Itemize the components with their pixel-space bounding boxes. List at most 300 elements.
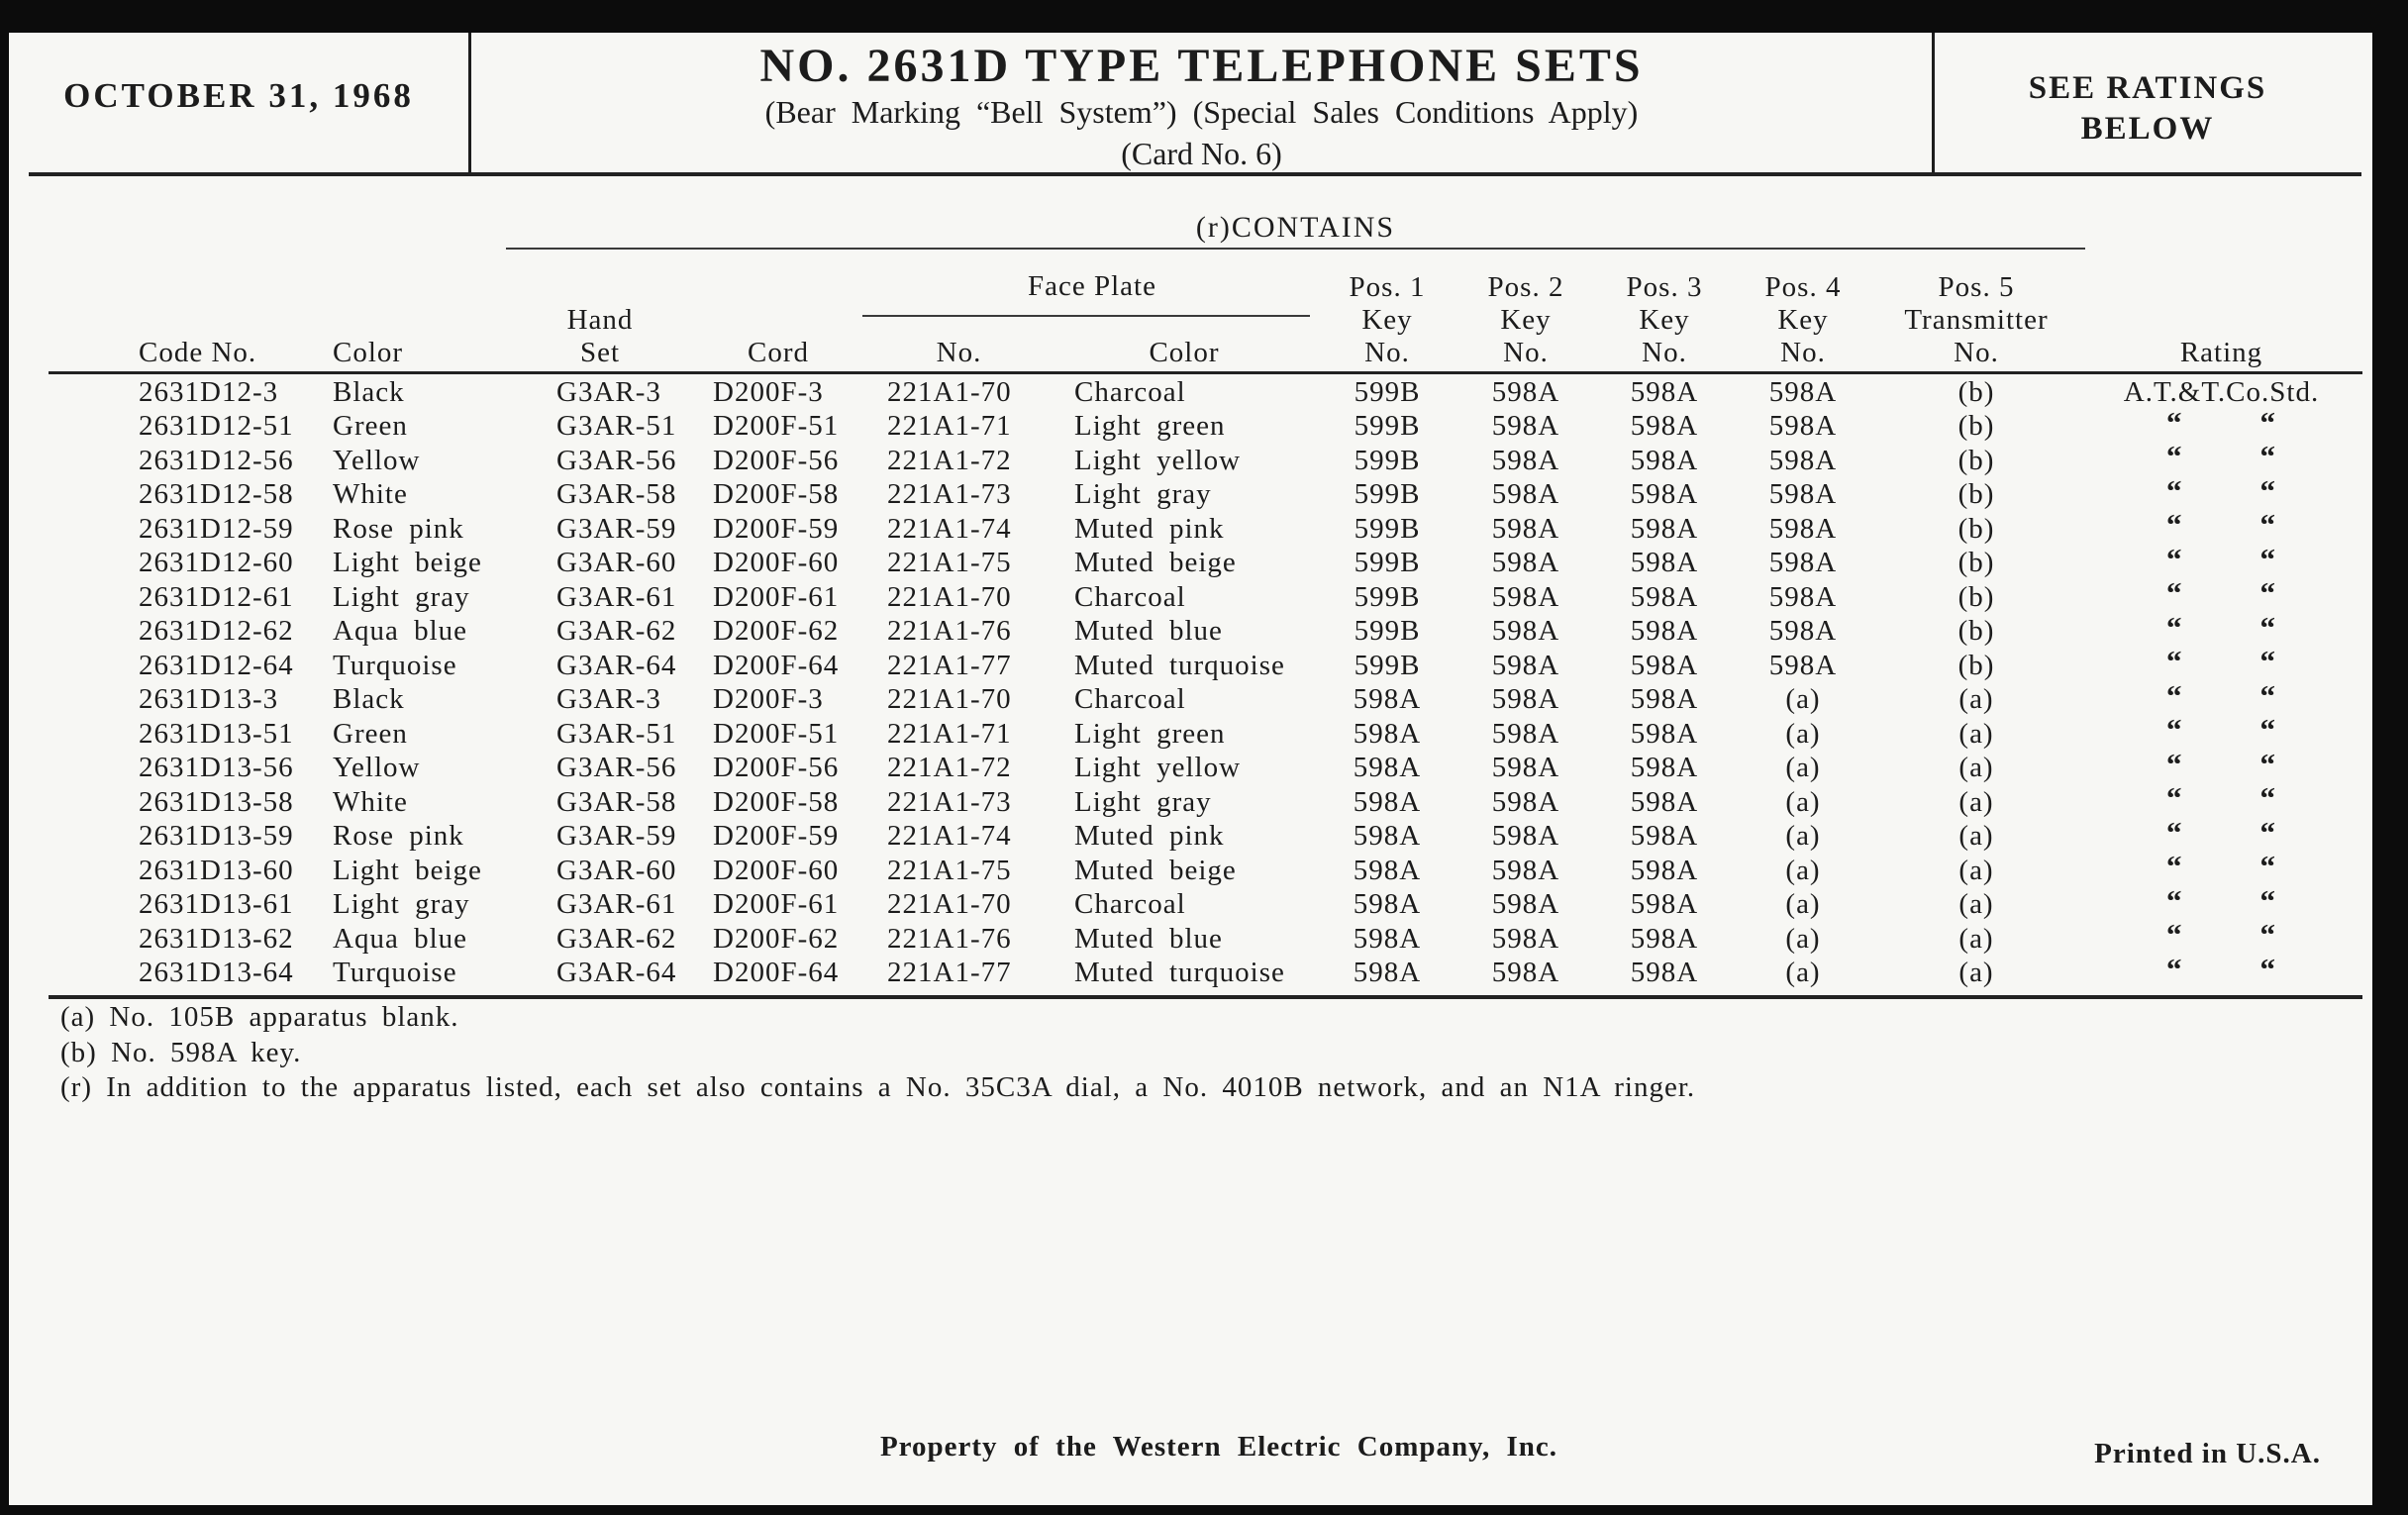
column-header-pos-2-key-no: Pos. 2 Key No. bbox=[1487, 271, 1564, 368]
table-row bbox=[55, 677, 2362, 718]
cell-cord: D200F-62 bbox=[713, 922, 840, 955]
cell-pos-3-key-no: 598A bbox=[1630, 615, 1699, 648]
table-row bbox=[55, 439, 2362, 478]
cell-hand-set: G3AR-56 bbox=[556, 752, 677, 784]
ditto-mark: “ bbox=[2166, 780, 2183, 816]
cell-face-plate-color: Muted blue bbox=[1074, 922, 1223, 955]
cell-face-plate-color: Charcoal bbox=[1074, 888, 1186, 921]
cell-pos-5-transmitter-no: (b) bbox=[1957, 547, 1995, 579]
cell-pos-2-key-no: 598A bbox=[1491, 752, 1560, 784]
cell-pos-2-key-no: 598A bbox=[1491, 375, 1560, 408]
cell-pos-3-key-no: 598A bbox=[1630, 444, 1699, 476]
cell-pos-5-transmitter-no: (a) bbox=[1958, 785, 1994, 818]
cell-pos-1-key-no: 599B bbox=[1354, 580, 1421, 613]
table-row bbox=[55, 814, 2362, 855]
cell-hand-set: G3AR-60 bbox=[556, 547, 677, 579]
cell-hand-set: G3AR-51 bbox=[556, 717, 677, 750]
footnote-r: (r) In addition to the apparatus listed, each set also contains a No. 35C3A dial, a No. 4010B network, and an N1A ringer. bbox=[60, 1071, 1696, 1103]
cell-pos-3-key-no: 598A bbox=[1630, 854, 1699, 886]
cell-code-no: 2631D13-61 bbox=[139, 888, 294, 921]
cell-pos-1-key-no: 599B bbox=[1354, 615, 1421, 648]
cell-pos-2-key-no: 598A bbox=[1491, 649, 1560, 681]
table-row bbox=[55, 951, 2362, 991]
cell-code-no: 2631D13-64 bbox=[139, 957, 294, 989]
cell-ditto-marks bbox=[2080, 404, 2362, 445]
cell-pos-4-key-no: 598A bbox=[1768, 444, 1838, 476]
cell-pos-5-transmitter-no: (a) bbox=[1958, 957, 1994, 989]
cell-hand-set: G3AR-51 bbox=[556, 410, 677, 443]
cell-pos-4-key-no: 598A bbox=[1768, 547, 1838, 579]
cell-face-plate-no: 221A1-72 bbox=[887, 752, 1012, 784]
cell-color: Green bbox=[333, 717, 408, 750]
ratings-note-line1: SEE RATINGS bbox=[2028, 70, 2267, 106]
cell-pos-3-key-no: 598A bbox=[1630, 683, 1699, 716]
cell-face-plate-no: 221A1-77 bbox=[887, 649, 1012, 681]
cell-color: Yellow bbox=[333, 752, 421, 784]
cell-code-no: 2631D13-56 bbox=[139, 752, 294, 784]
cell-ditto-marks bbox=[2080, 814, 2362, 855]
ditto-mark: “ bbox=[2166, 609, 2183, 645]
cell-pos-3-key-no: 598A bbox=[1630, 512, 1699, 545]
cell-code-no: 2631D12-64 bbox=[139, 649, 294, 681]
cell-hand-set: G3AR-58 bbox=[556, 478, 677, 511]
cell-hand-set: G3AR-56 bbox=[556, 444, 677, 476]
face-plate-spanner-label: Face Plate bbox=[1028, 270, 1156, 302]
cell-code-no: 2631D12-58 bbox=[139, 478, 294, 511]
cell-ditto-marks bbox=[2080, 917, 2362, 957]
cell-ditto-marks bbox=[2080, 849, 2362, 888]
cell-face-plate-color: Muted blue bbox=[1074, 615, 1223, 648]
table-row bbox=[55, 609, 2362, 650]
ditto-mark: “ bbox=[2166, 439, 2183, 474]
cell-pos-3-key-no: 598A bbox=[1630, 410, 1699, 443]
cell-face-plate-color: Light gray bbox=[1074, 785, 1212, 818]
cell-face-plate-color: Light gray bbox=[1074, 478, 1212, 511]
cell-ditto-marks bbox=[2080, 541, 2362, 581]
cell-pos-2-key-no: 598A bbox=[1491, 444, 1560, 476]
ditto-mark: “ bbox=[2259, 780, 2276, 816]
cell-pos-1-key-no: 598A bbox=[1353, 888, 1422, 921]
cell-pos-1-key-no: 599B bbox=[1354, 649, 1421, 681]
cell-ditto-marks bbox=[2080, 472, 2362, 513]
cell-cord: D200F-56 bbox=[713, 752, 840, 784]
cell-pos-3-key-no: 598A bbox=[1630, 820, 1699, 853]
cell-pos-1-key-no: 599B bbox=[1354, 512, 1421, 545]
table-row bbox=[55, 882, 2362, 923]
cell-cord: D200F-60 bbox=[713, 547, 840, 579]
cell-face-plate-color: Light green bbox=[1074, 717, 1226, 750]
cell-hand-set: G3AR-64 bbox=[556, 649, 677, 681]
cell-pos-4-key-no: 598A bbox=[1768, 512, 1838, 545]
cell-cord: D200F-61 bbox=[713, 888, 840, 921]
cell-pos-3-key-no: 598A bbox=[1630, 717, 1699, 750]
cell-color: Light beige bbox=[333, 547, 482, 579]
cell-ditto-marks bbox=[2080, 575, 2362, 615]
cell-hand-set: G3AR-59 bbox=[556, 512, 677, 545]
cell-pos-3-key-no: 598A bbox=[1630, 957, 1699, 989]
cell-face-plate-no: 221A1-76 bbox=[887, 922, 1012, 955]
ditto-mark: “ bbox=[2259, 541, 2276, 576]
cell-face-plate-color: Muted turquoise bbox=[1074, 957, 1285, 989]
cell-pos-2-key-no: 598A bbox=[1491, 957, 1560, 989]
cell-face-plate-no: 221A1-71 bbox=[887, 717, 1012, 750]
cell-pos-5-transmitter-no: (a) bbox=[1958, 888, 1994, 921]
cell-pos-3-key-no: 598A bbox=[1630, 752, 1699, 784]
ditto-mark: “ bbox=[2259, 507, 2276, 543]
cell-color: Aqua blue bbox=[333, 922, 467, 955]
cell-pos-3-key-no: 598A bbox=[1630, 649, 1699, 681]
cell-code-no: 2631D13-3 bbox=[139, 683, 279, 716]
cell-pos-4-key-no: (a) bbox=[1785, 785, 1821, 818]
cell-face-plate-no: 221A1-70 bbox=[887, 683, 1012, 716]
cell-pos-2-key-no: 598A bbox=[1491, 478, 1560, 511]
cell-color: Yellow bbox=[333, 444, 421, 476]
footnotes bbox=[60, 1000, 1695, 1106]
document-page bbox=[9, 33, 2372, 1505]
ditto-mark: “ bbox=[2259, 712, 2276, 748]
ditto-mark: “ bbox=[2166, 404, 2183, 440]
cell-pos-4-key-no: 598A bbox=[1768, 478, 1838, 511]
ditto-mark: “ bbox=[2259, 644, 2276, 679]
footnote-b: (b) No. 598A key. bbox=[60, 1036, 302, 1068]
cell-pos-5-transmitter-no: (b) bbox=[1957, 478, 1995, 511]
page-title: NO. 2631D TYPE TELEPHONE SETS bbox=[759, 40, 1644, 92]
column-header-code-no: Code No. bbox=[139, 337, 257, 368]
cell-pos-2-key-no: 598A bbox=[1491, 922, 1560, 955]
cell-cord: D200F-51 bbox=[713, 410, 840, 443]
cell-pos-4-key-no: 598A bbox=[1768, 649, 1838, 681]
cell-hand-set: G3AR-61 bbox=[556, 580, 677, 613]
cell-pos-3-key-no: 598A bbox=[1630, 547, 1699, 579]
column-header-pos-4-key-no: Pos. 4 Key No. bbox=[1764, 271, 1842, 368]
cell-pos-2-key-no: 598A bbox=[1491, 785, 1560, 818]
table-row bbox=[55, 404, 2362, 445]
cell-pos-5-transmitter-no: (b) bbox=[1957, 615, 1995, 648]
cell-face-plate-no: 221A1-76 bbox=[887, 615, 1012, 648]
cell-face-plate-color: Muted beige bbox=[1074, 547, 1237, 579]
ratings-note bbox=[1935, 68, 2360, 150]
cell-color: Turquoise bbox=[333, 957, 457, 989]
cell-cord: D200F-59 bbox=[713, 512, 840, 545]
cell-face-plate-no: 221A1-70 bbox=[887, 580, 1012, 613]
cell-face-plate-color: Light yellow bbox=[1074, 444, 1242, 476]
cell-pos-2-key-no: 598A bbox=[1491, 410, 1560, 443]
cell-pos-1-key-no: 599B bbox=[1354, 375, 1421, 408]
cell-pos-3-key-no: 598A bbox=[1630, 888, 1699, 921]
cell-face-plate-color: Muted beige bbox=[1074, 854, 1237, 886]
cell-face-plate-no: 221A1-77 bbox=[887, 957, 1012, 989]
cell-pos-1-key-no: 598A bbox=[1353, 957, 1422, 989]
cell-pos-4-key-no: (a) bbox=[1785, 717, 1821, 750]
cell-pos-2-key-no: 598A bbox=[1491, 717, 1560, 750]
cell-face-plate-no: 221A1-75 bbox=[887, 547, 1012, 579]
cell-color: Light beige bbox=[333, 854, 482, 886]
cell-pos-3-key-no: 598A bbox=[1630, 478, 1699, 511]
cell-cord: D200F-3 bbox=[713, 375, 824, 408]
printed-in-usa-notice: Printed in U.S.A. bbox=[2094, 1438, 2321, 1469]
cell-color: Rose pink bbox=[333, 820, 464, 853]
contains-spanner-rule bbox=[506, 248, 2085, 250]
cell-face-plate-color: Light yellow bbox=[1074, 752, 1242, 784]
cell-pos-1-key-no: 598A bbox=[1353, 922, 1422, 955]
cell-pos-2-key-no: 598A bbox=[1491, 615, 1560, 648]
cell-cord: D200F-64 bbox=[713, 649, 840, 681]
cell-cord: D200F-3 bbox=[713, 683, 824, 716]
cell-pos-4-key-no: (a) bbox=[1785, 888, 1821, 921]
cell-ditto-marks bbox=[2080, 951, 2362, 991]
cell-pos-1-key-no: 599B bbox=[1354, 410, 1421, 443]
cell-color: Green bbox=[333, 410, 408, 443]
cell-ditto-marks bbox=[2080, 746, 2362, 786]
cell-cord: D200F-62 bbox=[713, 615, 840, 648]
cell-color: Black bbox=[333, 683, 405, 716]
ditto-mark: “ bbox=[2166, 677, 2183, 713]
cell-face-plate-no: 221A1-70 bbox=[887, 888, 1012, 921]
table-row bbox=[55, 541, 2362, 581]
ditto-mark: “ bbox=[2166, 541, 2183, 576]
ditto-mark: “ bbox=[2166, 849, 2183, 884]
ditto-mark: “ bbox=[2259, 917, 2276, 953]
cell-cord: D200F-56 bbox=[713, 444, 840, 476]
column-header-pos-1-key-no: Pos. 1 Key No. bbox=[1349, 271, 1426, 368]
cell-pos-5-transmitter-no: (b) bbox=[1957, 580, 1995, 613]
cell-pos-1-key-no: 599B bbox=[1354, 478, 1421, 511]
ditto-mark: “ bbox=[2259, 439, 2276, 474]
cell-code-no: 2631D12-56 bbox=[139, 444, 294, 476]
cell-code-no: 2631D12-51 bbox=[139, 410, 294, 443]
table-row bbox=[55, 575, 2362, 615]
cell-pos-3-key-no: 598A bbox=[1630, 922, 1699, 955]
ditto-mark: “ bbox=[2166, 644, 2183, 679]
ditto-mark: “ bbox=[2259, 951, 2276, 986]
column-header-cord: Cord bbox=[748, 337, 809, 368]
cell-pos-2-key-no: 598A bbox=[1491, 683, 1560, 716]
cell-ditto-marks bbox=[2080, 677, 2362, 718]
cell-code-no: 2631D12-61 bbox=[139, 580, 294, 613]
cell-pos-3-key-no: 598A bbox=[1630, 375, 1699, 408]
column-header-face-plate-no: No. bbox=[936, 337, 982, 368]
cell-pos-4-key-no: (a) bbox=[1785, 957, 1821, 989]
cell-face-plate-color: Charcoal bbox=[1074, 580, 1186, 613]
cell-pos-5-transmitter-no: (a) bbox=[1958, 717, 1994, 750]
table-row bbox=[55, 849, 2362, 888]
cell-pos-1-key-no: 598A bbox=[1353, 717, 1422, 750]
cell-ditto-marks bbox=[2080, 507, 2362, 547]
cell-face-plate-color: Charcoal bbox=[1074, 375, 1186, 408]
table-row bbox=[55, 472, 2362, 513]
cell-color: Light gray bbox=[333, 580, 470, 613]
cell-pos-3-key-no: 598A bbox=[1630, 785, 1699, 818]
cell-code-no: 2631D12-59 bbox=[139, 512, 294, 545]
ditto-mark: “ bbox=[2259, 575, 2276, 611]
cell-hand-set: G3AR-58 bbox=[556, 785, 677, 818]
table-row bbox=[55, 644, 2362, 683]
cell-face-plate-no: 221A1-73 bbox=[887, 785, 1012, 818]
cell-cord: D200F-58 bbox=[713, 478, 840, 511]
cell-face-plate-no: 221A1-73 bbox=[887, 478, 1012, 511]
table-row bbox=[55, 917, 2362, 957]
cell-pos-2-key-no: 598A bbox=[1491, 580, 1560, 613]
cell-face-plate-color: Muted pink bbox=[1074, 820, 1225, 853]
cell-ditto-marks bbox=[2080, 644, 2362, 683]
ditto-mark: “ bbox=[2166, 472, 2183, 508]
cell-color: Black bbox=[333, 375, 405, 408]
cell-face-plate-color: Muted turquoise bbox=[1074, 649, 1285, 681]
table-row bbox=[55, 780, 2362, 820]
cell-color: Turquoise bbox=[333, 649, 457, 681]
cell-pos-4-key-no: (a) bbox=[1785, 854, 1821, 886]
cell-ditto-marks bbox=[2080, 439, 2362, 478]
document-date: OCTOBER 31, 1968 bbox=[63, 76, 414, 115]
ditto-mark: “ bbox=[2259, 472, 2276, 508]
cell-pos-4-key-no: 598A bbox=[1768, 615, 1838, 648]
column-header-rating: Rating bbox=[2179, 337, 2263, 368]
cell-code-no: 2631D13-62 bbox=[139, 922, 294, 955]
cell-face-plate-no: 221A1-75 bbox=[887, 854, 1012, 886]
ditto-mark: “ bbox=[2166, 712, 2183, 748]
cell-code-no: 2631D12-60 bbox=[139, 547, 294, 579]
cell-pos-5-transmitter-no: (b) bbox=[1957, 410, 1995, 443]
cell-hand-set: G3AR-3 bbox=[556, 375, 661, 408]
cell-hand-set: G3AR-3 bbox=[556, 683, 661, 716]
cell-pos-1-key-no: 599B bbox=[1354, 547, 1421, 579]
cell-color: Light gray bbox=[333, 888, 470, 921]
cell-code-no: 2631D12-62 bbox=[139, 615, 294, 648]
cell-hand-set: G3AR-59 bbox=[556, 820, 677, 853]
ditto-mark: “ bbox=[2166, 507, 2183, 543]
column-header-pos-5-transmitter-no: Pos. 5 Transmitter No. bbox=[1904, 271, 2049, 368]
cell-ditto-marks bbox=[2080, 712, 2362, 752]
header-rule bbox=[29, 172, 2361, 176]
cell-pos-4-key-no: 598A bbox=[1768, 410, 1838, 443]
cell-pos-2-key-no: 598A bbox=[1491, 820, 1560, 853]
cell-hand-set: G3AR-62 bbox=[556, 615, 677, 648]
cell-cord: D200F-64 bbox=[713, 957, 840, 989]
table-body bbox=[55, 375, 2362, 990]
cell-pos-1-key-no: 599B bbox=[1354, 444, 1421, 476]
cell-pos-4-key-no: (a) bbox=[1785, 820, 1821, 853]
cell-pos-5-transmitter-no: (a) bbox=[1958, 922, 1994, 955]
cell-pos-4-key-no: (a) bbox=[1785, 752, 1821, 784]
cell-face-plate-no: 221A1-72 bbox=[887, 444, 1012, 476]
table-row bbox=[55, 375, 2362, 410]
ditto-mark: “ bbox=[2259, 882, 2276, 918]
ditto-mark: “ bbox=[2166, 575, 2183, 611]
ditto-mark: “ bbox=[2166, 746, 2183, 781]
footnote-a: (a) No. 105B apparatus blank. bbox=[60, 1001, 459, 1033]
cell-face-plate-no: 221A1-74 bbox=[887, 820, 1012, 853]
cell-pos-4-key-no: 598A bbox=[1768, 375, 1838, 408]
ditto-mark: “ bbox=[2166, 814, 2183, 850]
table-header-separator-rule bbox=[49, 371, 2362, 374]
cell-cord: D200F-59 bbox=[713, 820, 840, 853]
table-row bbox=[55, 712, 2362, 752]
cell-color: White bbox=[333, 478, 408, 511]
cell-face-plate-no: 221A1-71 bbox=[887, 410, 1012, 443]
cell-hand-set: G3AR-64 bbox=[556, 957, 677, 989]
ditto-mark: “ bbox=[2259, 404, 2276, 440]
ditto-mark: “ bbox=[2166, 882, 2183, 918]
ditto-mark: “ bbox=[2166, 917, 2183, 953]
cell-code-no: 2631D13-58 bbox=[139, 785, 294, 818]
cell-pos-2-key-no: 598A bbox=[1491, 888, 1560, 921]
cell-pos-4-key-no: (a) bbox=[1785, 922, 1821, 955]
cell-pos-4-key-no: (a) bbox=[1785, 683, 1821, 716]
ditto-mark: “ bbox=[2259, 677, 2276, 713]
cell-pos-5-transmitter-no: (a) bbox=[1958, 820, 1994, 853]
table-row bbox=[55, 507, 2362, 547]
cell-pos-3-key-no: 598A bbox=[1630, 580, 1699, 613]
cell-ditto-marks bbox=[2080, 609, 2362, 650]
cell-cord: D200F-58 bbox=[713, 785, 840, 818]
ditto-mark: “ bbox=[2259, 849, 2276, 884]
card-number: (Card No. 6) bbox=[1121, 136, 1282, 171]
cell-pos-2-key-no: 598A bbox=[1491, 854, 1560, 886]
column-header-face-plate-color: Color bbox=[1149, 337, 1220, 368]
cell-color: Aqua blue bbox=[333, 615, 467, 648]
cell-face-plate-color: Charcoal bbox=[1074, 683, 1186, 716]
cell-pos-1-key-no: 598A bbox=[1353, 752, 1422, 784]
ditto-mark: “ bbox=[2166, 951, 2183, 986]
column-header-pos-3-key-no: Pos. 3 Key No. bbox=[1626, 271, 1703, 368]
cell-face-plate-no: 221A1-74 bbox=[887, 512, 1012, 545]
cell-color: White bbox=[333, 785, 408, 818]
ratings-note-line2: BELOW bbox=[2080, 111, 2215, 147]
cell-pos-2-key-no: 598A bbox=[1491, 547, 1560, 579]
cell-cord: D200F-61 bbox=[713, 580, 840, 613]
table-row bbox=[55, 746, 2362, 786]
column-header-color: Color bbox=[333, 337, 404, 368]
cell-hand-set: G3AR-62 bbox=[556, 922, 677, 955]
cell-code-no: 2631D13-59 bbox=[139, 820, 294, 853]
cell-pos-5-transmitter-no: (b) bbox=[1957, 444, 1995, 476]
ditto-mark: “ bbox=[2259, 609, 2276, 645]
cell-pos-1-key-no: 598A bbox=[1353, 820, 1422, 853]
column-header-hand-set: Hand Set bbox=[566, 304, 634, 368]
property-notice: Property of the Western Electric Company, Inc. bbox=[879, 1431, 1558, 1463]
cell-rating: A.T.&T.Co.Std. bbox=[2123, 375, 2320, 408]
cell-hand-set: G3AR-61 bbox=[556, 888, 677, 921]
cell-cord: D200F-51 bbox=[713, 717, 840, 750]
cell-face-plate-no: 221A1-70 bbox=[887, 375, 1012, 408]
ditto-mark: “ bbox=[2259, 814, 2276, 850]
cell-pos-5-transmitter-no: (b) bbox=[1957, 375, 1995, 408]
cell-pos-2-key-no: 598A bbox=[1491, 512, 1560, 545]
cell-color: Rose pink bbox=[333, 512, 464, 545]
cell-pos-1-key-no: 598A bbox=[1353, 683, 1422, 716]
cell-pos-5-transmitter-no: (a) bbox=[1958, 752, 1994, 784]
cell-code-no: 2631D13-60 bbox=[139, 854, 294, 886]
cell-pos-5-transmitter-no: (b) bbox=[1957, 512, 1995, 545]
table-column-headers bbox=[55, 255, 2362, 369]
cell-code-no: 2631D12-3 bbox=[139, 375, 279, 408]
cell-face-plate-color: Muted pink bbox=[1074, 512, 1225, 545]
table-bottom-rule bbox=[49, 995, 2362, 999]
cell-pos-4-key-no: 598A bbox=[1768, 580, 1838, 613]
cell-pos-1-key-no: 598A bbox=[1353, 785, 1422, 818]
cell-code-no: 2631D13-51 bbox=[139, 717, 294, 750]
cell-cord: D200F-60 bbox=[713, 854, 840, 886]
cell-ditto-marks bbox=[2080, 780, 2362, 820]
cell-ditto-marks bbox=[2080, 882, 2362, 923]
cell-pos-5-transmitter-no: (a) bbox=[1958, 854, 1994, 886]
cell-hand-set: G3AR-60 bbox=[556, 854, 677, 886]
cell-pos-5-transmitter-no: (b) bbox=[1957, 649, 1995, 681]
cell-pos-5-transmitter-no: (a) bbox=[1958, 683, 1994, 716]
cell-face-plate-color: Light green bbox=[1074, 410, 1226, 443]
ditto-mark: “ bbox=[2259, 746, 2276, 781]
page-subtitle: (Bear Marking “Bell System”) (Special Sales Conditions Apply) bbox=[764, 94, 1639, 130]
